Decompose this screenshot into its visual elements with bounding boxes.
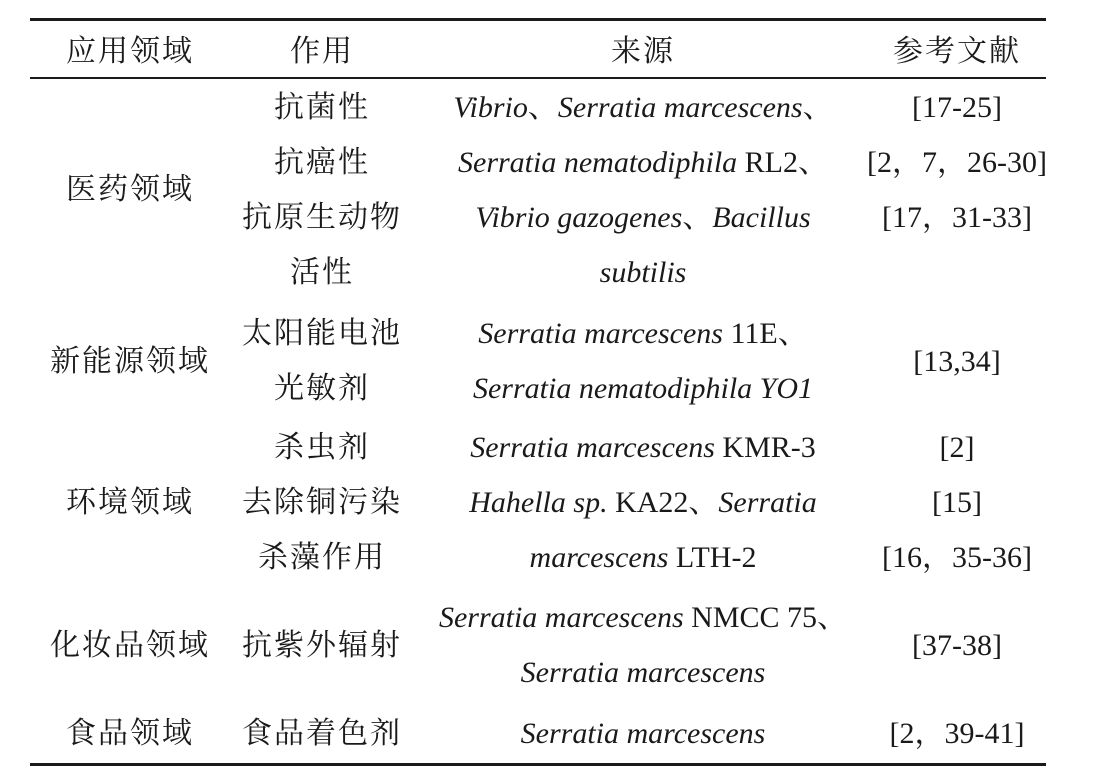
source-environment-line2: Hahella sp. KA22、Serratia: [469, 486, 817, 519]
function-food-colorant: 食品着色剂: [242, 716, 402, 751]
function-copper-removal: 去除铜污染: [242, 485, 402, 520]
reference-insecticide: [2]: [939, 431, 975, 464]
source-medical-line4: subtilis: [599, 256, 687, 289]
function-solar-cell: 太阳能电池: [242, 316, 402, 351]
reference-cosmetics: [37-38]: [912, 629, 1002, 662]
source-environment-line1: Serratia marcescens KMR-3: [470, 431, 816, 464]
table-top-rule: [30, 18, 1046, 21]
reference-antibacterial: [17-25]: [912, 91, 1002, 124]
source-energy-line2: Serratia nematodiphila YO1: [472, 372, 814, 405]
source-medical-line2: Serratia nematodiphila RL2、: [458, 146, 828, 179]
field-energy: 新能源领域: [50, 344, 210, 379]
source-energy-line1: Serratia marcescens 11E、: [478, 317, 808, 350]
source-food: Serratia marcescens: [520, 717, 766, 750]
function-activity: 活性: [290, 255, 354, 290]
reference-anticancer: [2，7，26-30]: [867, 146, 1047, 179]
field-medical: 医药领域: [66, 172, 194, 207]
header-function: 作用: [290, 34, 354, 69]
table-bottom-rule: [30, 763, 1046, 766]
source-cosmetics-line2: Serratia marcescens: [520, 656, 766, 689]
source-cosmetics-line1: Serratia marcescens NMCC 75、: [438, 601, 848, 634]
header-source: 来源: [611, 34, 675, 69]
function-antibacterial: 抗菌性: [274, 90, 370, 125]
source-environment-line3: marcescens LTH-2: [529, 541, 757, 574]
reference-algicidal: [16，35-36]: [882, 541, 1032, 574]
source-medical-line3: Vibrio gazogenes、Bacillus: [475, 201, 811, 234]
header-reference: 参考文献: [893, 34, 1021, 69]
reference-energy: [13,34]: [913, 345, 1001, 378]
function-uv-protection: 抗紫外辐射: [242, 628, 402, 663]
function-antiprotozoal: 抗原生动物: [242, 200, 402, 235]
function-algicidal: 杀藻作用: [258, 540, 386, 575]
field-environment: 环境领域: [66, 485, 194, 520]
function-insecticide: 杀虫剂: [274, 430, 370, 465]
function-anticancer: 抗癌性: [274, 145, 370, 180]
function-photosensitizer: 光敏剂: [274, 371, 370, 406]
reference-antiprotozoal: [17，31-33]: [882, 201, 1032, 234]
field-cosmetics: 化妆品领域: [50, 628, 210, 663]
field-food: 食品领域: [66, 716, 194, 751]
source-medical-line1: Vibrio、Serratia marcescens、: [453, 91, 833, 124]
header-field: 应用领域: [66, 34, 194, 69]
reference-food: [2，39-41]: [889, 717, 1025, 750]
reference-copper-removal: [15]: [932, 486, 982, 519]
